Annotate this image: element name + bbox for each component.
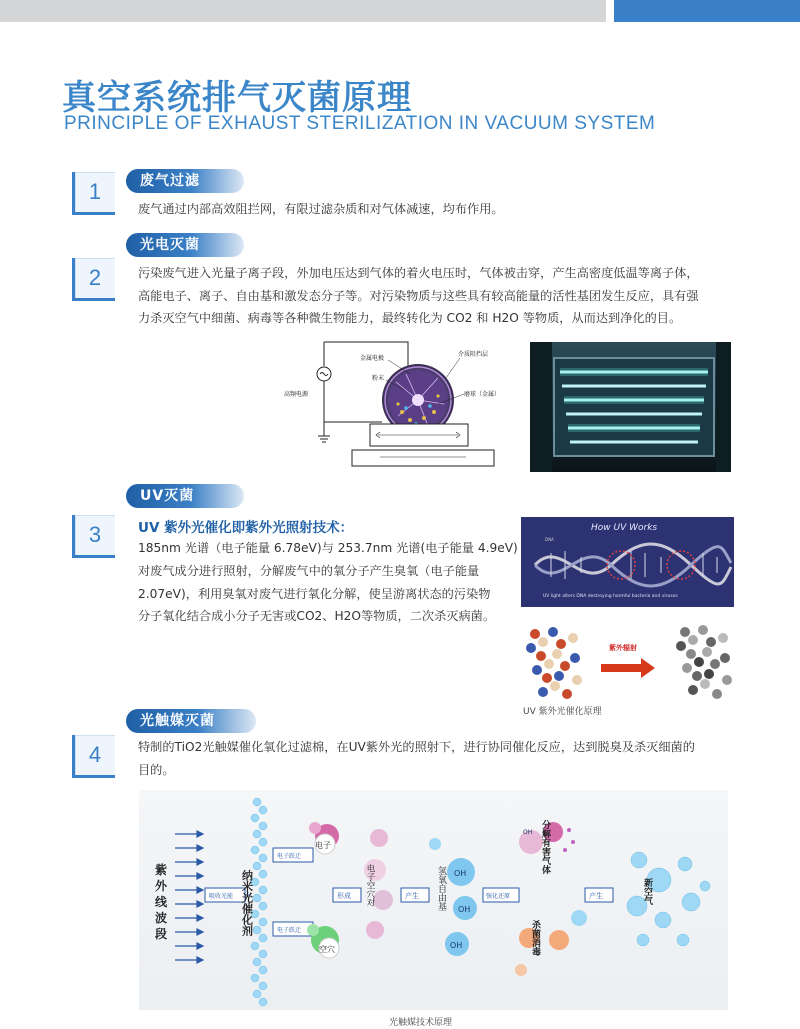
section-text-4-line-1: 特制的TiO2光触媒催化氧化过滤棉，在UV紫外光的照射下，进行协同催化反应，达到脱臭及杀灭细菌的	[138, 740, 695, 754]
page-subtitle: PRINCIPLE OF EXHAUST STERILIZATION IN VACUUM SYSTEM	[64, 113, 656, 134]
flow-oh-4: OH	[523, 829, 533, 836]
flow-sterilize: 杀菌消毒	[530, 920, 540, 956]
section-number-2: 2	[72, 258, 115, 301]
uv-caption: UV 紫外光催化原理	[523, 707, 602, 717]
section-text-3-line-4: 分子氧化结合成小分子无害或CO2、H2O等物质，二次杀灭病菌。	[138, 609, 496, 623]
uv-image-note: UV light alters DNA destroying harmful bacteria and viruses	[543, 594, 678, 599]
section-text-2-line-3: 力杀灭空气中细菌、病毒等各种微生物能力，最终转化为 CO2 和 H2O 等物质，从而达到净化的目。	[138, 311, 682, 325]
section-number-3: 3	[72, 515, 115, 558]
uv-image-dna-label: DNA	[545, 537, 554, 542]
label-powder: 粉末	[372, 375, 385, 382]
flow-electron-jump-1: 电子跃迁	[277, 853, 302, 860]
page-title: 真空系统排气灭菌原理	[62, 78, 412, 118]
section-label-1: 废气过滤	[126, 169, 244, 193]
flow-oh-1: OH	[454, 869, 467, 878]
flow-nano-catalyst: 纳米光催化剂	[240, 870, 254, 936]
section-text-2-line-1: 污染废气进入光量子离子段，外加电压达到气体的着火电压时，气体被击穿，产生高密度低温等离子体，	[138, 266, 699, 280]
section-text-3-line-2: 对废气成分进行照射，分解废气中的氧分子产生臭氧（电子能量	[138, 564, 480, 578]
label-grinding-ball: 磨球（金属）	[464, 391, 501, 398]
section-label-2: 光电灭菌	[126, 233, 244, 257]
section-label-4: 光触媒灭菌	[126, 709, 256, 733]
section-text-3-line-1: 185nm 光谱（电子能量 6.78eV)与 253.7nm 光谱(电子能量 4.9eV)	[138, 541, 518, 555]
section-text-3-line-3: 2.07eV)，利用臭氧对废气进行氧化分解，使呈游离状态的污染物	[138, 587, 491, 601]
flow-electron-jump-2: 电子跃迁	[277, 927, 302, 934]
flow-electron: 电子	[315, 841, 331, 850]
flow-form: 形成	[337, 892, 351, 900]
label-power-source: 高频电源	[284, 391, 309, 398]
section-label-3: UV灭菌	[126, 484, 244, 508]
section-subhead-3: UV 紫外光催化即紫外光照射技术：	[138, 520, 354, 536]
flow-hydroxyl-radical: 氢氧自由基	[436, 866, 446, 911]
section-text-1: 废气通过内部高效阻拦网，有限过滤杂质和对气体减速，均布作用。	[138, 202, 504, 216]
photocatalyst-flow-diagram	[139, 790, 728, 1010]
header-bar-blue	[614, 0, 800, 22]
flow-fresh-air: 新空气	[642, 878, 652, 905]
flow-oh-2: OH	[458, 905, 471, 914]
uv-radiation-label: 紫外辐射	[609, 644, 637, 652]
section-number-1: 1	[72, 172, 115, 215]
flow-absorb-light: 吸收光能	[209, 893, 234, 900]
flow-hole: 空穴	[319, 945, 335, 954]
flow-electron-hole-pair: 电子空穴对	[365, 864, 375, 907]
flow-decompose: 分解有害气体	[540, 820, 550, 874]
plasma-discharge-diagram	[278, 338, 516, 472]
how-uv-works-image	[521, 517, 734, 607]
uv-image-title: How UV Works	[591, 523, 658, 533]
uv-lamp-photo	[530, 342, 731, 472]
header-bar-gray	[0, 0, 606, 22]
label-metal-electrode: 金属电极	[360, 355, 385, 362]
flow-oh-3: OH	[450, 941, 463, 950]
flow-produce-2: 产生	[589, 892, 603, 900]
flow-redox: 强化还原	[486, 893, 511, 900]
dna-molecule-image	[517, 614, 737, 706]
photocatalyst-caption: 光触媒技术原理	[389, 1018, 453, 1028]
section-text-4-line-2: 目的。	[138, 763, 175, 777]
label-dielectric: 介质阻挡层	[458, 351, 489, 358]
flow-uv-band: 紫外线波段	[155, 863, 168, 941]
flow-produce-1: 产生	[405, 892, 419, 900]
section-number-4: 4	[72, 735, 115, 778]
section-text-2-line-2: 高能电子、离子、自由基和激发态分子等。对污染物质与这些具有较高能量的活性基团发生反应，具有强	[138, 289, 699, 303]
